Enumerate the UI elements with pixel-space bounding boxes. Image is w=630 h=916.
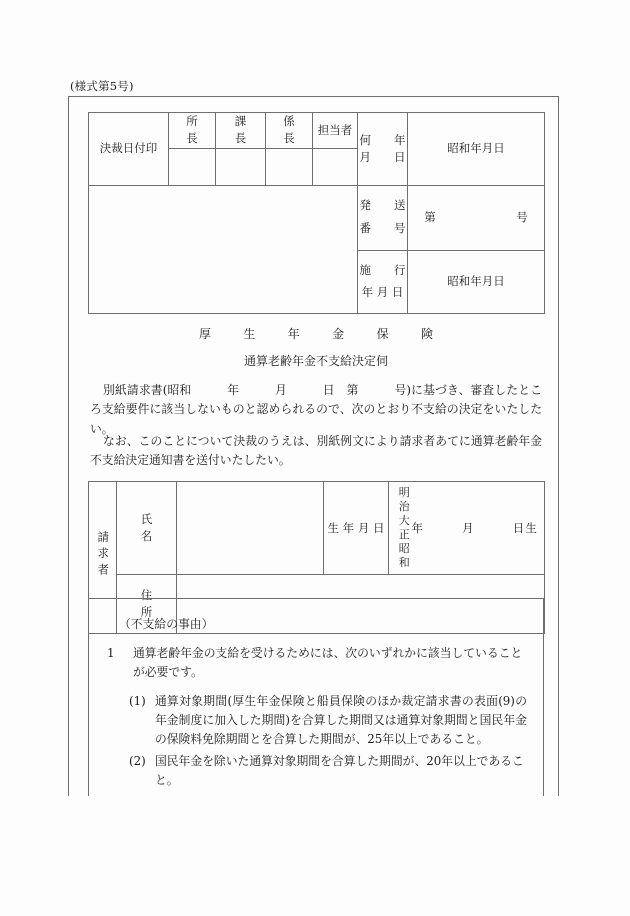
cell-director-stamp[interactable] <box>169 148 216 185</box>
reason-1-1-text: 通算対象期間(厚生年金保険と船員保険のほか裁定請求書の表面(9)の年金制度に加入した期間)を合算した期間又は通算対象期間と国民年金の保険料免除期間とを合算した期間が、25年以上であること。 <box>154 694 527 747</box>
cell-enforcement-date-label <box>358 250 408 313</box>
claimant-side-label: 請求者 <box>96 530 111 580</box>
dob-cell-inner <box>389 482 544 574</box>
reason-1-2-marker: (2) <box>129 754 146 768</box>
cell-subsection-chief-label <box>266 113 313 149</box>
cell-date-value[interactable] <box>408 113 545 186</box>
reason-item-1-1 <box>129 692 527 749</box>
reasons-heading: （不支給の事由） <box>119 617 214 631</box>
document-title <box>88 352 544 369</box>
reason-1-2-continuation: と。 <box>154 773 179 788</box>
reason-1-marker: 1 <box>107 646 115 660</box>
cell-dob-value[interactable] <box>389 482 545 575</box>
cell-section-chief-stamp[interactable] <box>216 148 266 185</box>
enforcement-date-value: 昭和年月日 <box>447 273 505 288</box>
cell-stamp-area[interactable] <box>89 185 358 313</box>
cell-dob-label <box>324 482 389 575</box>
cell-enforcement-date-value[interactable] <box>408 250 545 313</box>
reason-1-continuation: が必要です。 <box>132 665 203 680</box>
dispatch-label-line1: 発 送 <box>359 198 406 213</box>
dob-era-taisho: 大正 <box>398 514 410 542</box>
name-label: 氏 名 <box>140 511 188 544</box>
dob-era-stack <box>393 486 412 570</box>
cell-dispatch-number-label <box>358 185 408 250</box>
reasons-box <box>88 598 544 796</box>
dob-label: 生 年 月 日 <box>327 520 385 535</box>
approval-routing-table <box>88 112 545 314</box>
body-paragraph-1 <box>90 381 542 439</box>
insurance-title <box>88 325 544 342</box>
date-label-stack <box>358 123 407 176</box>
section-chief-label: 課 長 <box>234 114 266 146</box>
cell-director-label <box>169 113 216 149</box>
dispatch-number-value: 第 号 <box>424 209 528 224</box>
reason-1-1-marker: (1) <box>129 694 146 708</box>
dob-fields: 年 月 日生 <box>411 520 538 535</box>
dispatch-number-label-stack <box>358 186 407 250</box>
enforcement-label-line1: 施 行 <box>359 262 406 277</box>
reason-1-2-text: 国民年金を除いた通算対象期間を合算した期間が、20年以上であるこ <box>154 754 524 768</box>
table-row <box>89 113 545 149</box>
date-value: 昭和年月日 <box>447 141 505 156</box>
director-label: 所 長 <box>186 114 218 146</box>
table-row <box>89 482 545 575</box>
dob-era-showa: 昭和 <box>398 542 410 570</box>
seal-label: 決裁日付印 <box>99 141 158 156</box>
document-title-text: 通算老齢年金不支給決定伺 <box>243 354 388 368</box>
enforcement-date-label-stack <box>358 251 407 313</box>
cell-dispatch-number-value[interactable] <box>408 185 545 250</box>
table-row <box>89 185 545 250</box>
cell-date-label <box>358 113 408 186</box>
cell-section-chief-label <box>216 113 266 149</box>
cell-name-value[interactable] <box>177 482 324 575</box>
cell-seal-label <box>89 113 169 186</box>
paragraph-1-text: 別紙請求書(昭和 年 月 日 第 号)に基づき、審査したところ支給要件に該当しないものと認められるので、次のとおり不支給の決定をいたしたい。 <box>90 383 542 436</box>
subsection-chief-label: 係 長 <box>283 114 315 146</box>
cell-person-in-charge-stamp[interactable] <box>313 148 358 185</box>
form-number-caption: (様式第5号) <box>70 79 134 93</box>
date-label-line1: 何 年 <box>359 132 406 147</box>
reason-item-1 <box>107 644 527 682</box>
enforcement-label-line2: 年 月 日 <box>361 284 404 299</box>
insurance-title-text: 厚 生 年 金 保 険 <box>198 327 444 341</box>
dob-era-meiji: 明治 <box>398 486 410 514</box>
address-label: 住 所 <box>140 588 188 620</box>
reason-1-text: 通算老齢年金の支給を受けるためには、次のいずれかに該当していること <box>132 646 523 660</box>
paragraph-2-text: なお、このことについて決裁のうえは、別紙例文により請求者あてに通算老齢年金不支給決定通知書を送付いたしたい。 <box>90 434 542 468</box>
cell-name-label <box>117 482 188 575</box>
reason-item-1-2 <box>129 752 527 790</box>
cell-subsection-chief-stamp[interactable] <box>266 148 313 185</box>
body-paragraph-2 <box>90 432 542 471</box>
person-in-charge-label: 担当者 <box>317 122 353 137</box>
cell-person-in-charge-label <box>313 113 358 149</box>
dispatch-label-line2: 番 号 <box>359 221 406 236</box>
date-label-line2: 月 日 <box>359 149 406 164</box>
